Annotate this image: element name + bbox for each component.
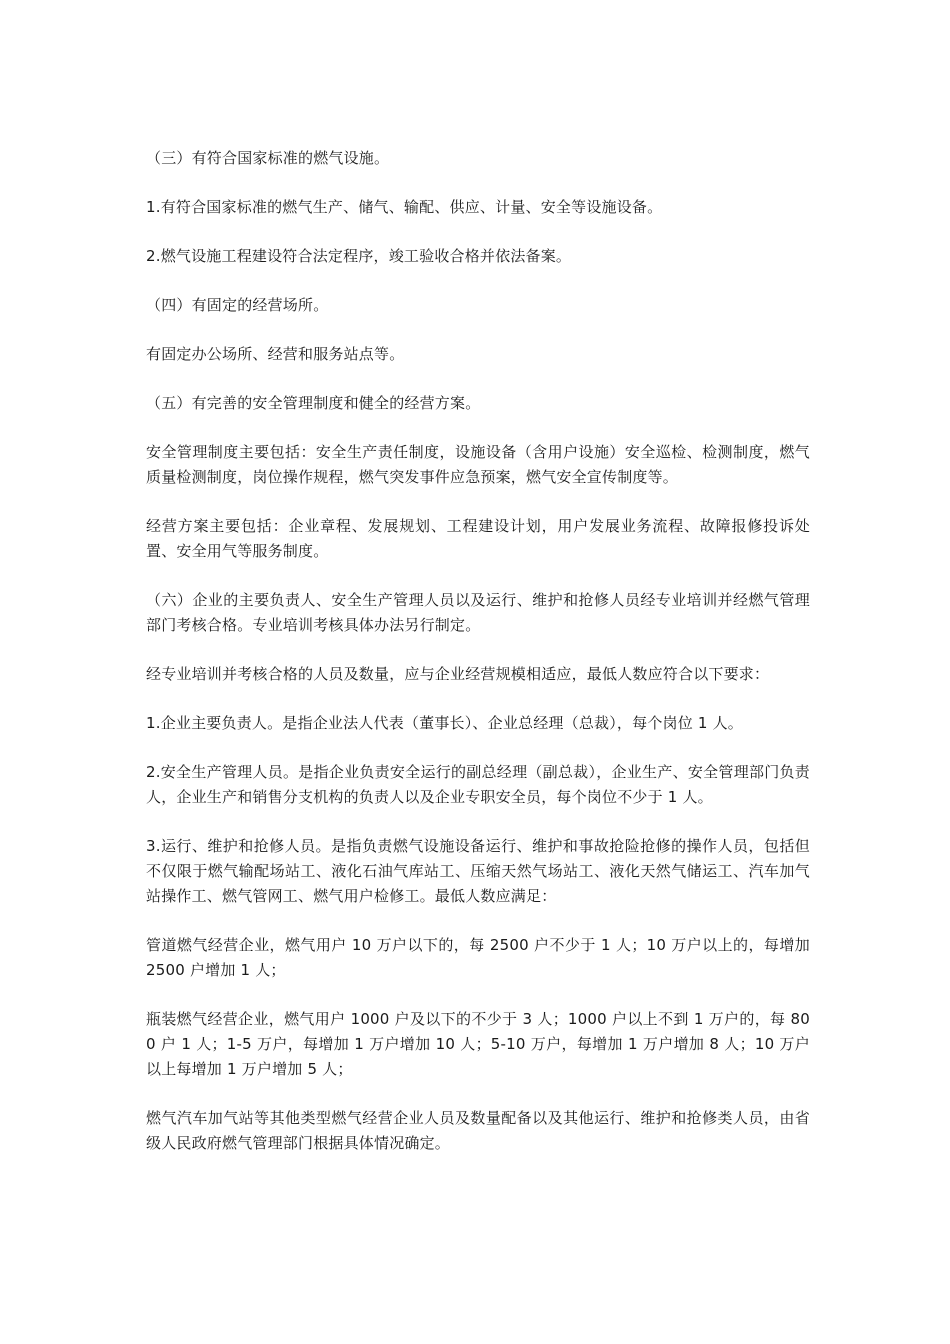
paragraph: 3.运行、维护和抢修人员。是指负责燃气设施设备运行、维护和事故抢险抢修的操作人员，包括但不仅限于燃气输配场站工、液化石油气库站工、压缩天然气场站工、液化天然气储运工、汽车加气站操作工、燃气管网工、燃气用户检修工。最低人数应满足： bbox=[146, 837, 810, 905]
paragraph: 经营方案主要包括：企业章程、发展规划、工程建设计划，用户发展业务流程、故障报修投诉处置、安全用气等服务制度。 bbox=[146, 517, 810, 560]
paragraph: 安全管理制度主要包括：安全生产责任制度，设施设备（含用户设施）安全巡检、检测制度，燃气质量检测制度，岗位操作规程，燃气突发事件应急预案，燃气安全宣传制度等。 bbox=[146, 443, 810, 486]
paragraph: 燃气汽车加气站等其他类型燃气经营企业人员及数量配备以及其他运行、维护和抢修类人员，由省级人民政府燃气管理部门根据具体情况确定。 bbox=[146, 1109, 810, 1152]
section-heading-5: （五）有完善的安全管理制度和健全的经营方案。 bbox=[146, 394, 481, 412]
section-heading-3: （三）有符合国家标准的燃气设施。 bbox=[146, 149, 390, 167]
paragraph: 管道燃气经营企业，燃气用户 10 万户以下的，每 2500 户不少于 1 人；10 万户以上的，每增加 2500 户增加 1 人； bbox=[146, 936, 810, 979]
paragraph: 1.企业主要负责人。是指企业法人代表（董事长）、企业总经理（总裁），每个岗位 1 人。 bbox=[146, 714, 743, 732]
document-body bbox=[146, 146, 810, 1180]
paragraph: 2.燃气设施工程建设符合法定程序，竣工验收合格并依法备案。 bbox=[146, 247, 572, 265]
section-heading-6: （六）企业的主要负责人、安全生产管理人员以及运行、维护和抢修人员经专业培训并经燃气管理部门考核合格。专业培训考核具体办法另行制定。 bbox=[146, 591, 810, 634]
section-heading-4: （四）有固定的经营场所。 bbox=[146, 296, 329, 314]
paragraph: 2.安全生产管理人员。是指企业负责安全运行的副总经理（副总裁），企业生产、安全管理部门负责人，企业生产和销售分支机构的负责人以及企业专职安全员，每个岗位不少于 1 人。 bbox=[146, 763, 810, 806]
paragraph: 经专业培训并考核合格的人员及数量，应与企业经营规模相适应，最低人数应符合以下要求： bbox=[146, 665, 770, 683]
paragraph: 瓶装燃气经营企业，燃气用户 1000 户及以下的不少于 3 人；1000 户以上不到 1 万户的，每 800 户 1 人；1-5 万户，每增加 1 万户增加 10 人；5-10 万户，每增加 1 万户增加 8 人；10 万户以上每增加 1 万户增加 5 人； bbox=[146, 1010, 810, 1078]
paragraph: 有固定办公场所、经营和服务站点等。 bbox=[146, 345, 405, 363]
paragraph: 1.有符合国家标准的燃气生产、储气、输配、供应、计量、安全等设施设备。 bbox=[146, 198, 663, 216]
